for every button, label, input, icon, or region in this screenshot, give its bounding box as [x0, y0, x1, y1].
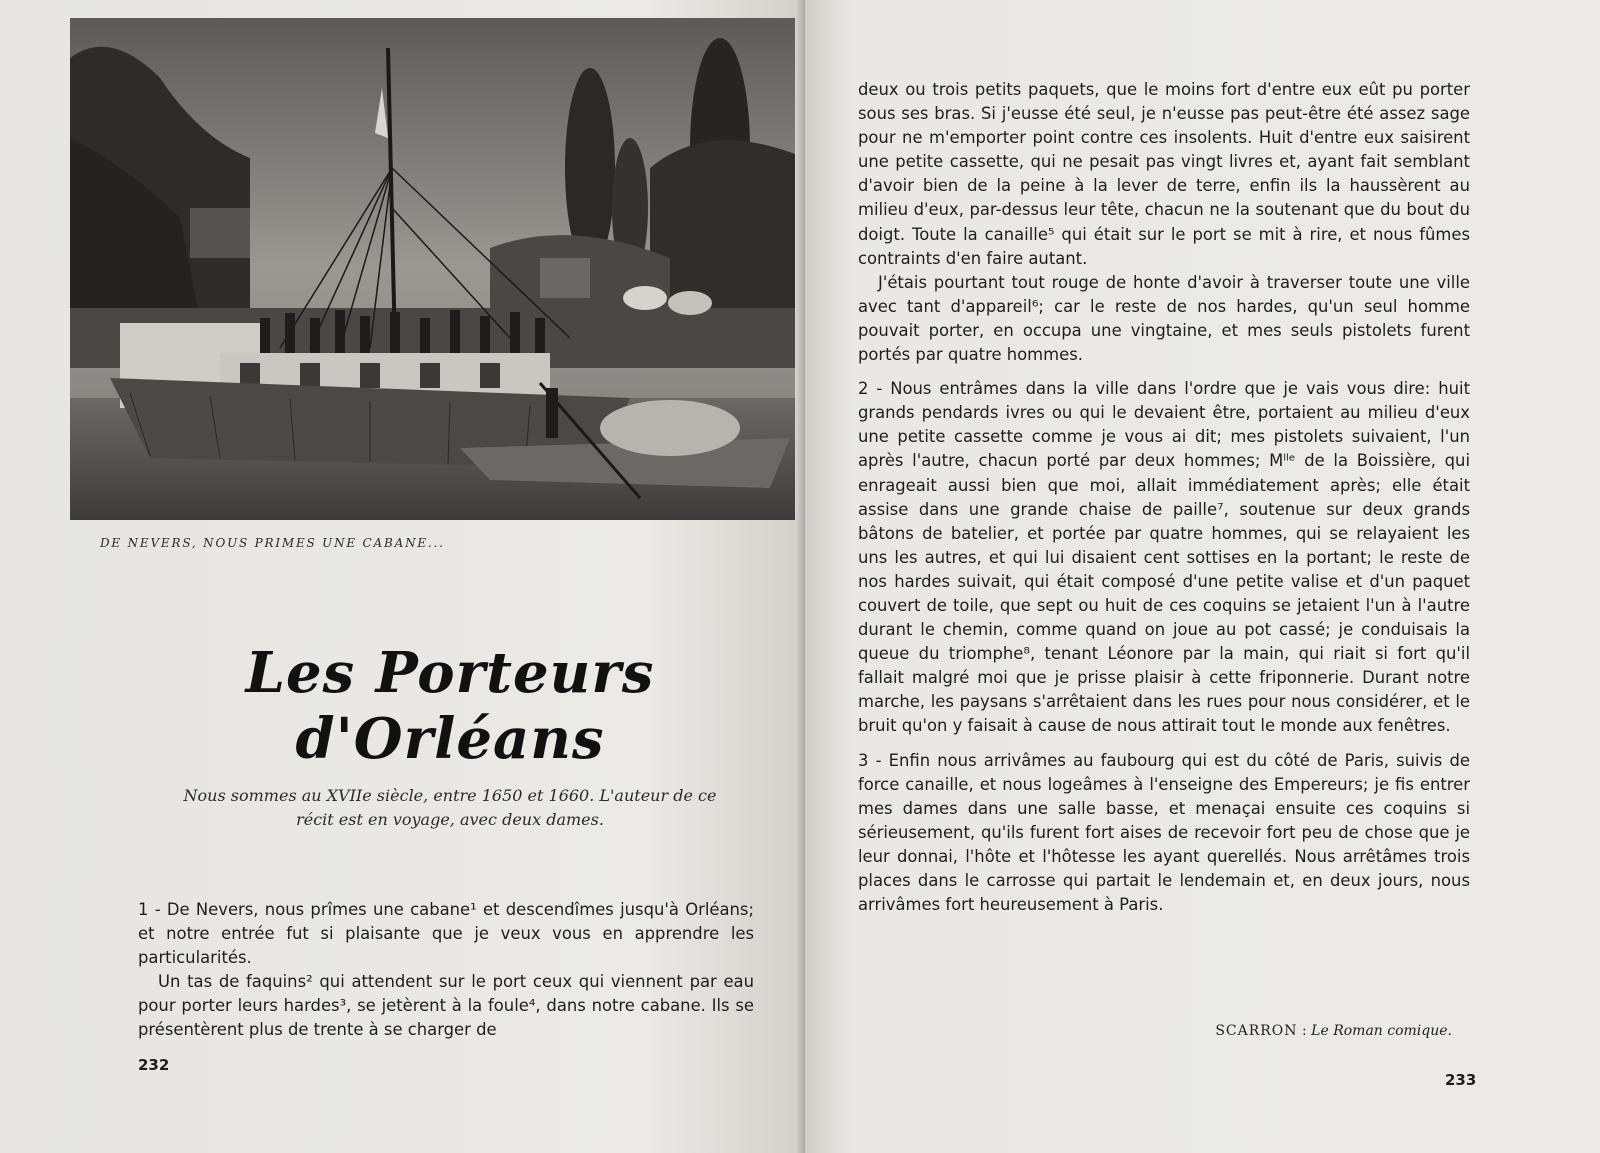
boat-illustration — [70, 18, 805, 520]
paragraph: deux ou trois petits paquets, que le moins fort d'entre eux eût pu porter sous ses bras. Si j'eusse été seul, je n'eusse pas peut-être été assez sage pour ne m'emporter point contre ces insolents. Huit d'entre eux saisirent une petite cassette, qui ne pesait pas vingt livres et, ayant fait semblant d'avoir bien de la peine à la lever de terre, enfin ils la haussèrent au milieu d'eux, par-dessus leur tête, chacun ne la soutenant que du bout du doigt. Toute la canaille⁵ qui était sur le port se mit à rire, et nous fûmes contraints d'en faire autant. — [858, 80, 1470, 268]
paragraph: Un tas de faquins² qui attendent sur le port ceux qui viennent par eau pour porter leurs hardes³, se jetèrent à la foule⁴, dans notre cabane. Ils se présentèrent plus de trente à se charger de — [138, 972, 754, 1040]
attribution-work: Le Roman comique. — [1311, 1023, 1452, 1039]
paragraph: 2 - Nous entrâmes dans la ville dans l'ordre que je vais vous dire: huit grands pendards ivres ou qui le devaient être, portaient au milieu d'eux une petite cassette comme je vous ai dit; mes pistolets suivaient, l'un après l'autre, chacun porté par deux hommes; Mˡˡᵉ de la Boissière, qui enrageait aussi bien que moi, allait immédiatement après; elle était assise dans une grande chaise de paille⁷, soutenue sur deux grands bâtons de batelier, et portée par quatre hommes, qui se relayaient les uns les autres, et qui lui disaient cent sottises en la portant; le reste de nos hardes suivait, qui était composé d'une petite valise et d'un paquet couvert de toile, que sept ou huit de ces coquins se jetaient l'un à l'autre durant le chemin, comme quand on joue au pot cassé; je conduisais la queue du triomphe⁸, tenant Léonore par la main, qui riait si fort qu'il fallait malgré moi que je prisse plaisir à cette friponnerie. Durant notre marche, les paysans s'arrêtaient dans les rues pour nous considérer, et le bruit qu'on y faisait à cause de nous attirait tout le monde aux fenêtres. — [858, 379, 1470, 736]
page-title: Les Porteurs d'Orléans — [245, 640, 655, 772]
left-body-text — [138, 898, 754, 1043]
illustration-photo — [70, 18, 805, 520]
right-body-text — [858, 78, 1470, 917]
attribution-author: SCARRON — [1215, 1023, 1298, 1039]
paragraph: 1 - De Nevers, nous prîmes une cabane¹ et descendîmes jusqu'à Orléans; et notre entrée fut si plaisante que je veux vous en apprendre les particularités. — [138, 900, 754, 968]
photo-caption: DE NEVERS, NOUS PRIMES UNE CABANE... — [100, 536, 445, 550]
page-number: 232 — [138, 1056, 170, 1074]
attribution-separator: : — [1297, 1023, 1312, 1039]
paragraph: J'étais pourtant tout rouge de honte d'avoir à traverser toute une ville avec tant d'appareil⁶; car le reste de nos hardes, qu'un seul homme pouvait porter, en occupa une vingtaine, et mes seuls pistolets furent portés par quatre hommes. — [858, 272, 1470, 365]
paragraph: 3 - Enfin nous arrivâmes au faubourg qui est du côté de Paris, suivis de force canaille, et nous logeâmes à l'enseigne des Empereurs; je fis entrer mes dames dans une salle basse, et menaçai ensuite ces coquins si sérieusement, qu'ils furent fort aises de recevoir fort peu de chose que je leur donnai, l'hôte et l'hôtesse les ayant querellés. Nous arrêtâmes trois places dans le carrosse qui partait le lendemain et, en deux jours, nous arrivâmes fort heureusement à Paris. — [858, 750, 1470, 915]
intro-text: Nous sommes au XVIIe siècle, entre 1650 et 1660. L'auteur de ce récit est en voyage, avec deux dames. — [183, 786, 717, 829]
page-number: 233 — [1445, 1071, 1477, 1089]
attribution — [1130, 1023, 1452, 1039]
